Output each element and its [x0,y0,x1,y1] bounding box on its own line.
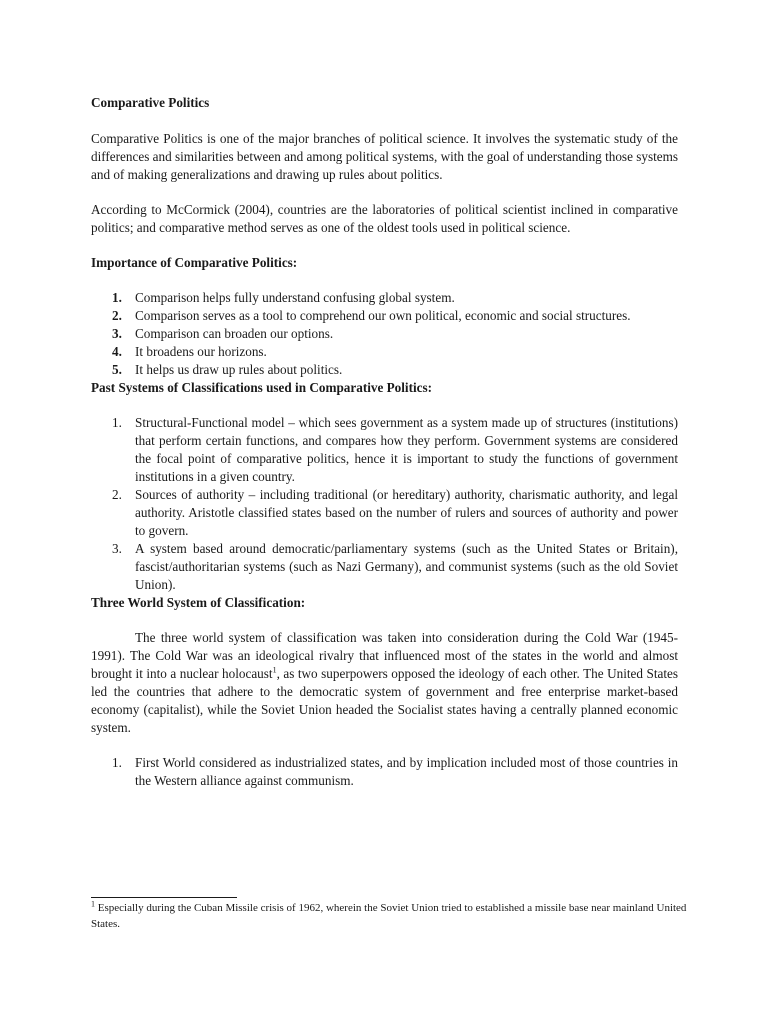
intro-paragraph-2: According to McCormick (2004), countries are the laboratories of political scientist inclined in comparative politics; and comparative method serves as one of the oldest tools used in political science. [91,202,678,235]
past-systems-heading: Past Systems of Classifications used in Comparative Politics: [91,380,433,395]
three-world-paragraph: The three world system of classification was taken into consideration during the Cold War (1945-1991). The Cold War was an ideological rivalry that influenced most of the states in the world and almost brought it into a nuclear holocaust$^1$, as two superpowers opposed the ideology of each other. The United States led the countries that adhere to the democratic system of government and free enterprise market-based economy (capitalist), while the Soviet Union headed the Socialist states having a centrally planned economic system. [91,630,678,735]
list-item: 5. It helps us draw up rules about politics. [112,362,343,377]
intro-paragraph-1: Comparative Politics is one of the major branches of political science. It involves the systematic study of the differences and similarities between and among political systems, with the goal of understanding those systems and of making generalizations and drawing up rules about politics. [91,131,678,182]
footnote: $^1$ Especially during the Cuban Missile crisis of 1962, wherein the Soviet Union tried to established a missile base near mainland United States. [91,899,687,930]
list-item: 1. First World considered as industrialized states, and by implication included most of those countries in the Western alliance against communism. [112,755,678,788]
footnote-divider [91,897,237,898]
list-item: 2. Comparison serves as a tool to comprehend our own political, economic and social structures. [112,308,631,323]
three-world-list [91,754,678,790]
list-item: 3. A system based around democratic/parliamentary systems (such as the United States or Britain), fascist/authoritarian systems (such as Nazi Germany), and communist systems (such as the old Soviet Union). [112,541,678,592]
document-title: Comparative Politics [91,95,210,110]
three-world-heading: Three World System of Classification: [91,595,306,610]
importance-heading: Importance of Comparative Politics: [91,255,298,270]
document-page [91,94,678,790]
list-item: 3. Comparison can broaden our options. [112,326,334,341]
list-item: 4. It broadens our horizons. [112,344,267,359]
importance-list [91,289,678,379]
past-systems-list [91,414,678,594]
list-item: 2. Sources of authority – including traditional (or hereditary) authority, charismatic authority, and legal authority. Aristotle classified states based on the number of rulers and sources of authority and power to govern. [112,487,678,538]
list-item: 1. Comparison helps fully understand confusing global system. [112,290,455,305]
footnote-reference: 1 [272,665,277,675]
list-item: 1. Structural-Functional model – which sees government as a system made up of structures (institutions) that perform certain functions, and compares how they perform. Government systems are considered the focal point of comparative politics, hence it is important to study the functions of government institutions in a given country. [112,415,678,484]
